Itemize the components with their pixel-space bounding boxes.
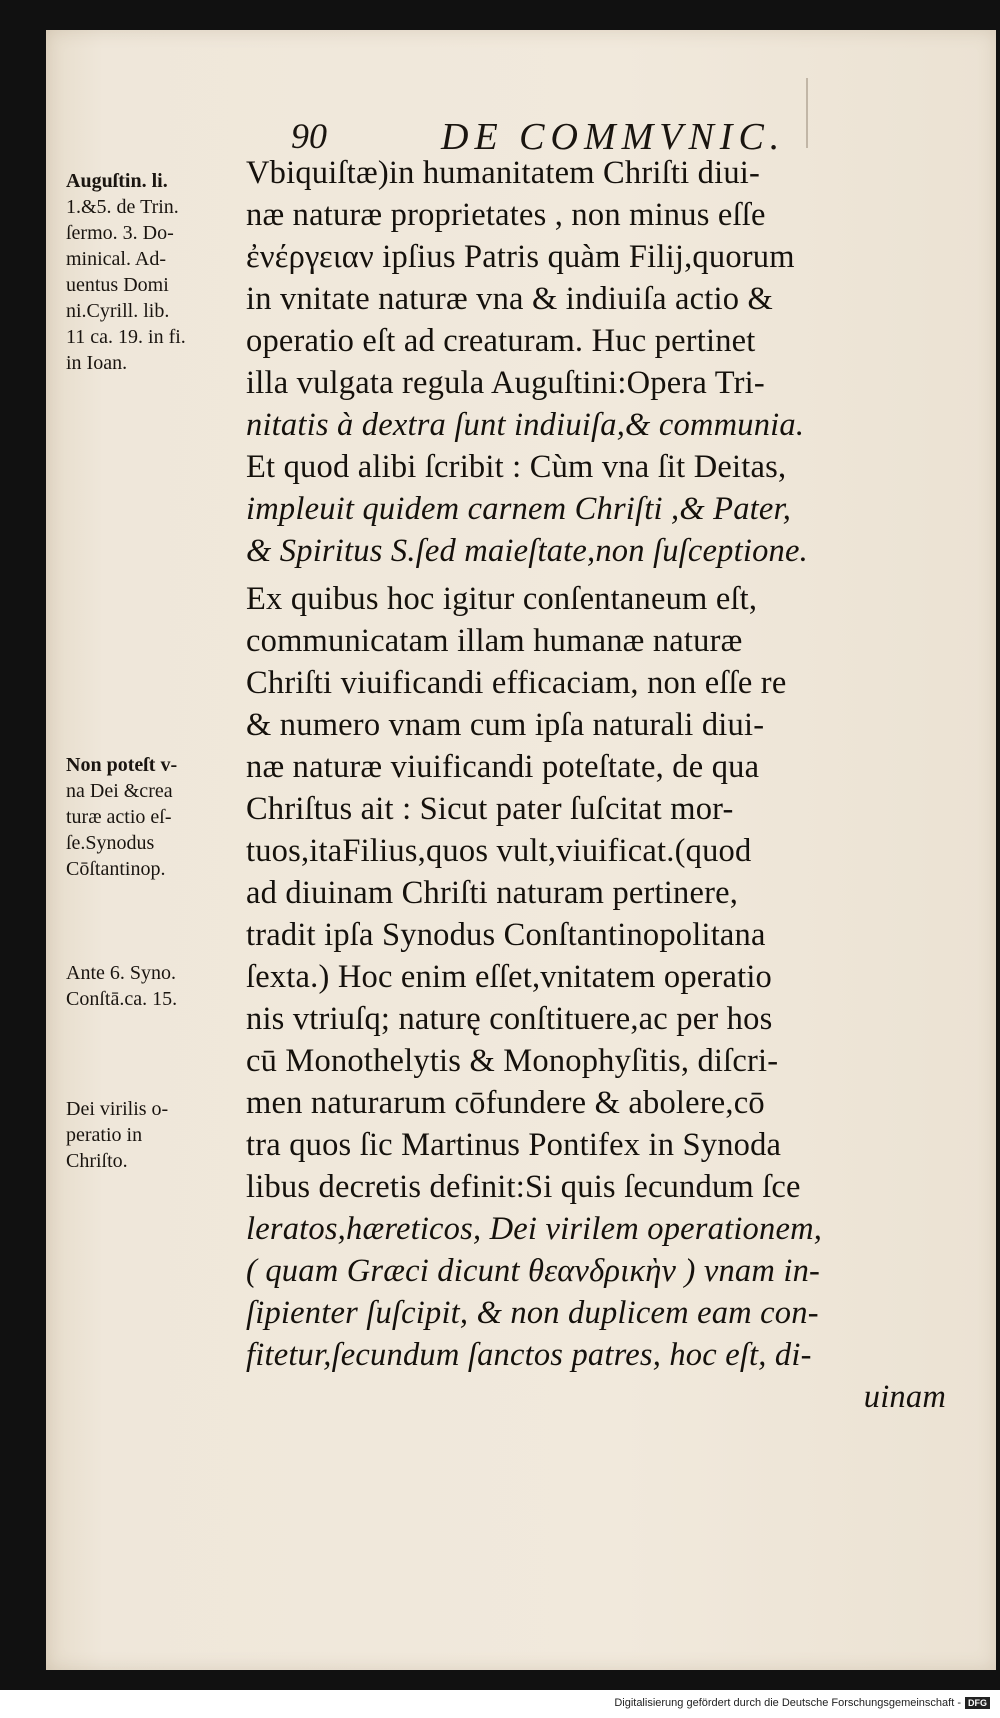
text-line: nis vtriuſq; naturę conſtituere,ac per hos [246, 1001, 773, 1037]
text-line: nitatis à dextra ſunt indiuiſa,& communia. [246, 407, 805, 443]
text-line: ( quam Græci dicunt θεανδρικὴν ) vnam in- [246, 1253, 821, 1289]
page-number: 90 [291, 116, 327, 156]
catchword: uinam [863, 1379, 946, 1415]
text-line: & Spiritus S.ſed maieſtate,non ſuſceptione. [246, 533, 808, 569]
text-line: tradit ipſa Synodus Conſtantinopolitana [246, 917, 766, 953]
text-line: fitetur,ſecundum ſanctos patres, hoc eſt, di- [246, 1337, 812, 1373]
margin-note: Non poteſt v- na Dei &crea turæ actio eſ- ſe.Synodus Cōſtantinop. [66, 754, 178, 880]
footer-text: Digitalisierung gefördert durch die Deutsche Forschungsgemeinschaft - [614, 1697, 961, 1709]
text-line: næ naturæ proprietates , non minus eſſe [246, 197, 766, 233]
text-line: Chriſti viuificandi efficaciam, non eſſe re [246, 665, 787, 701]
body-text [246, 152, 946, 1452]
text-line: men naturarum cōfundere & abolere,cō [246, 1085, 765, 1121]
text-line: ſipienter ſuſcipit, & non duplicem eam con- [246, 1295, 819, 1331]
text-line: in vnitate naturæ vna & indiuiſa actio & [246, 281, 773, 317]
margin-note: Ante 6. Syno. Conſtā.ca. 15. [66, 962, 178, 1010]
text-line: Chriſtus ait : Sicut pater ſuſcitat mor- [246, 791, 734, 827]
text-line: & numero vnam cum ipſa naturali diui- [246, 707, 765, 743]
text-line: libus decretis definit:Si quis ſecundum ſce [246, 1169, 801, 1205]
text-line: illa vulgata regula Auguſtini:Opera Tri- [246, 365, 765, 401]
text-line: tuos,itaFilius,quos vult,viuificat.(quod [246, 833, 752, 869]
margin-note: Auguſtin. li. 1.&5. de Trin. ſermo. 3. Do- minical. Ad- uentus Domi ni.Cyrill. lib. 11 ca. 19. in fi. in Ioan. [66, 170, 186, 374]
dfg-logo-icon: DFG [965, 1697, 990, 1709]
text-line: impleuit quidem carnem Chriſti ,& Pater, [246, 491, 792, 527]
margin-note: Dei virilis o- peratio in Chriſto. [66, 1098, 169, 1172]
text-line: Et quod alibi ſcribit : Cùm vna ſit Deitas, [246, 449, 787, 485]
text-line: communicatam illam humanæ naturæ [246, 623, 743, 659]
digitization-footer [0, 1697, 990, 1709]
text-line: Ex quibus hoc igitur conſentaneum eſt, [246, 581, 758, 617]
running-head: DE COMMVNIC. [441, 116, 786, 158]
text-line: cū Monothelytis & Monophyſitis, diſcri- [246, 1043, 779, 1079]
text-line: ſexta.) Hoc enim eſſet,vnitatem operatio [246, 959, 773, 995]
text-line: operatio eſt ad creaturam. Huc pertinet [246, 323, 756, 359]
text-line: ἐνέργειαν ipſius Patris quàm Filij,quorum [246, 239, 795, 275]
text-line: næ naturæ viuificandi poteſtate, de qua [246, 749, 760, 785]
margin-notes [66, 150, 266, 1350]
text-line: Vbiquiſtæ)in humanitatem Chriſti diui- [246, 155, 761, 191]
text-line: tra quos ſic Martinus Pontifex in Synoda [246, 1127, 782, 1163]
text-line: ad diuinam Chriſti naturam pertinere, [246, 875, 739, 911]
text-line: leratos,hæreticos, Dei virilem operationem, [246, 1211, 823, 1247]
